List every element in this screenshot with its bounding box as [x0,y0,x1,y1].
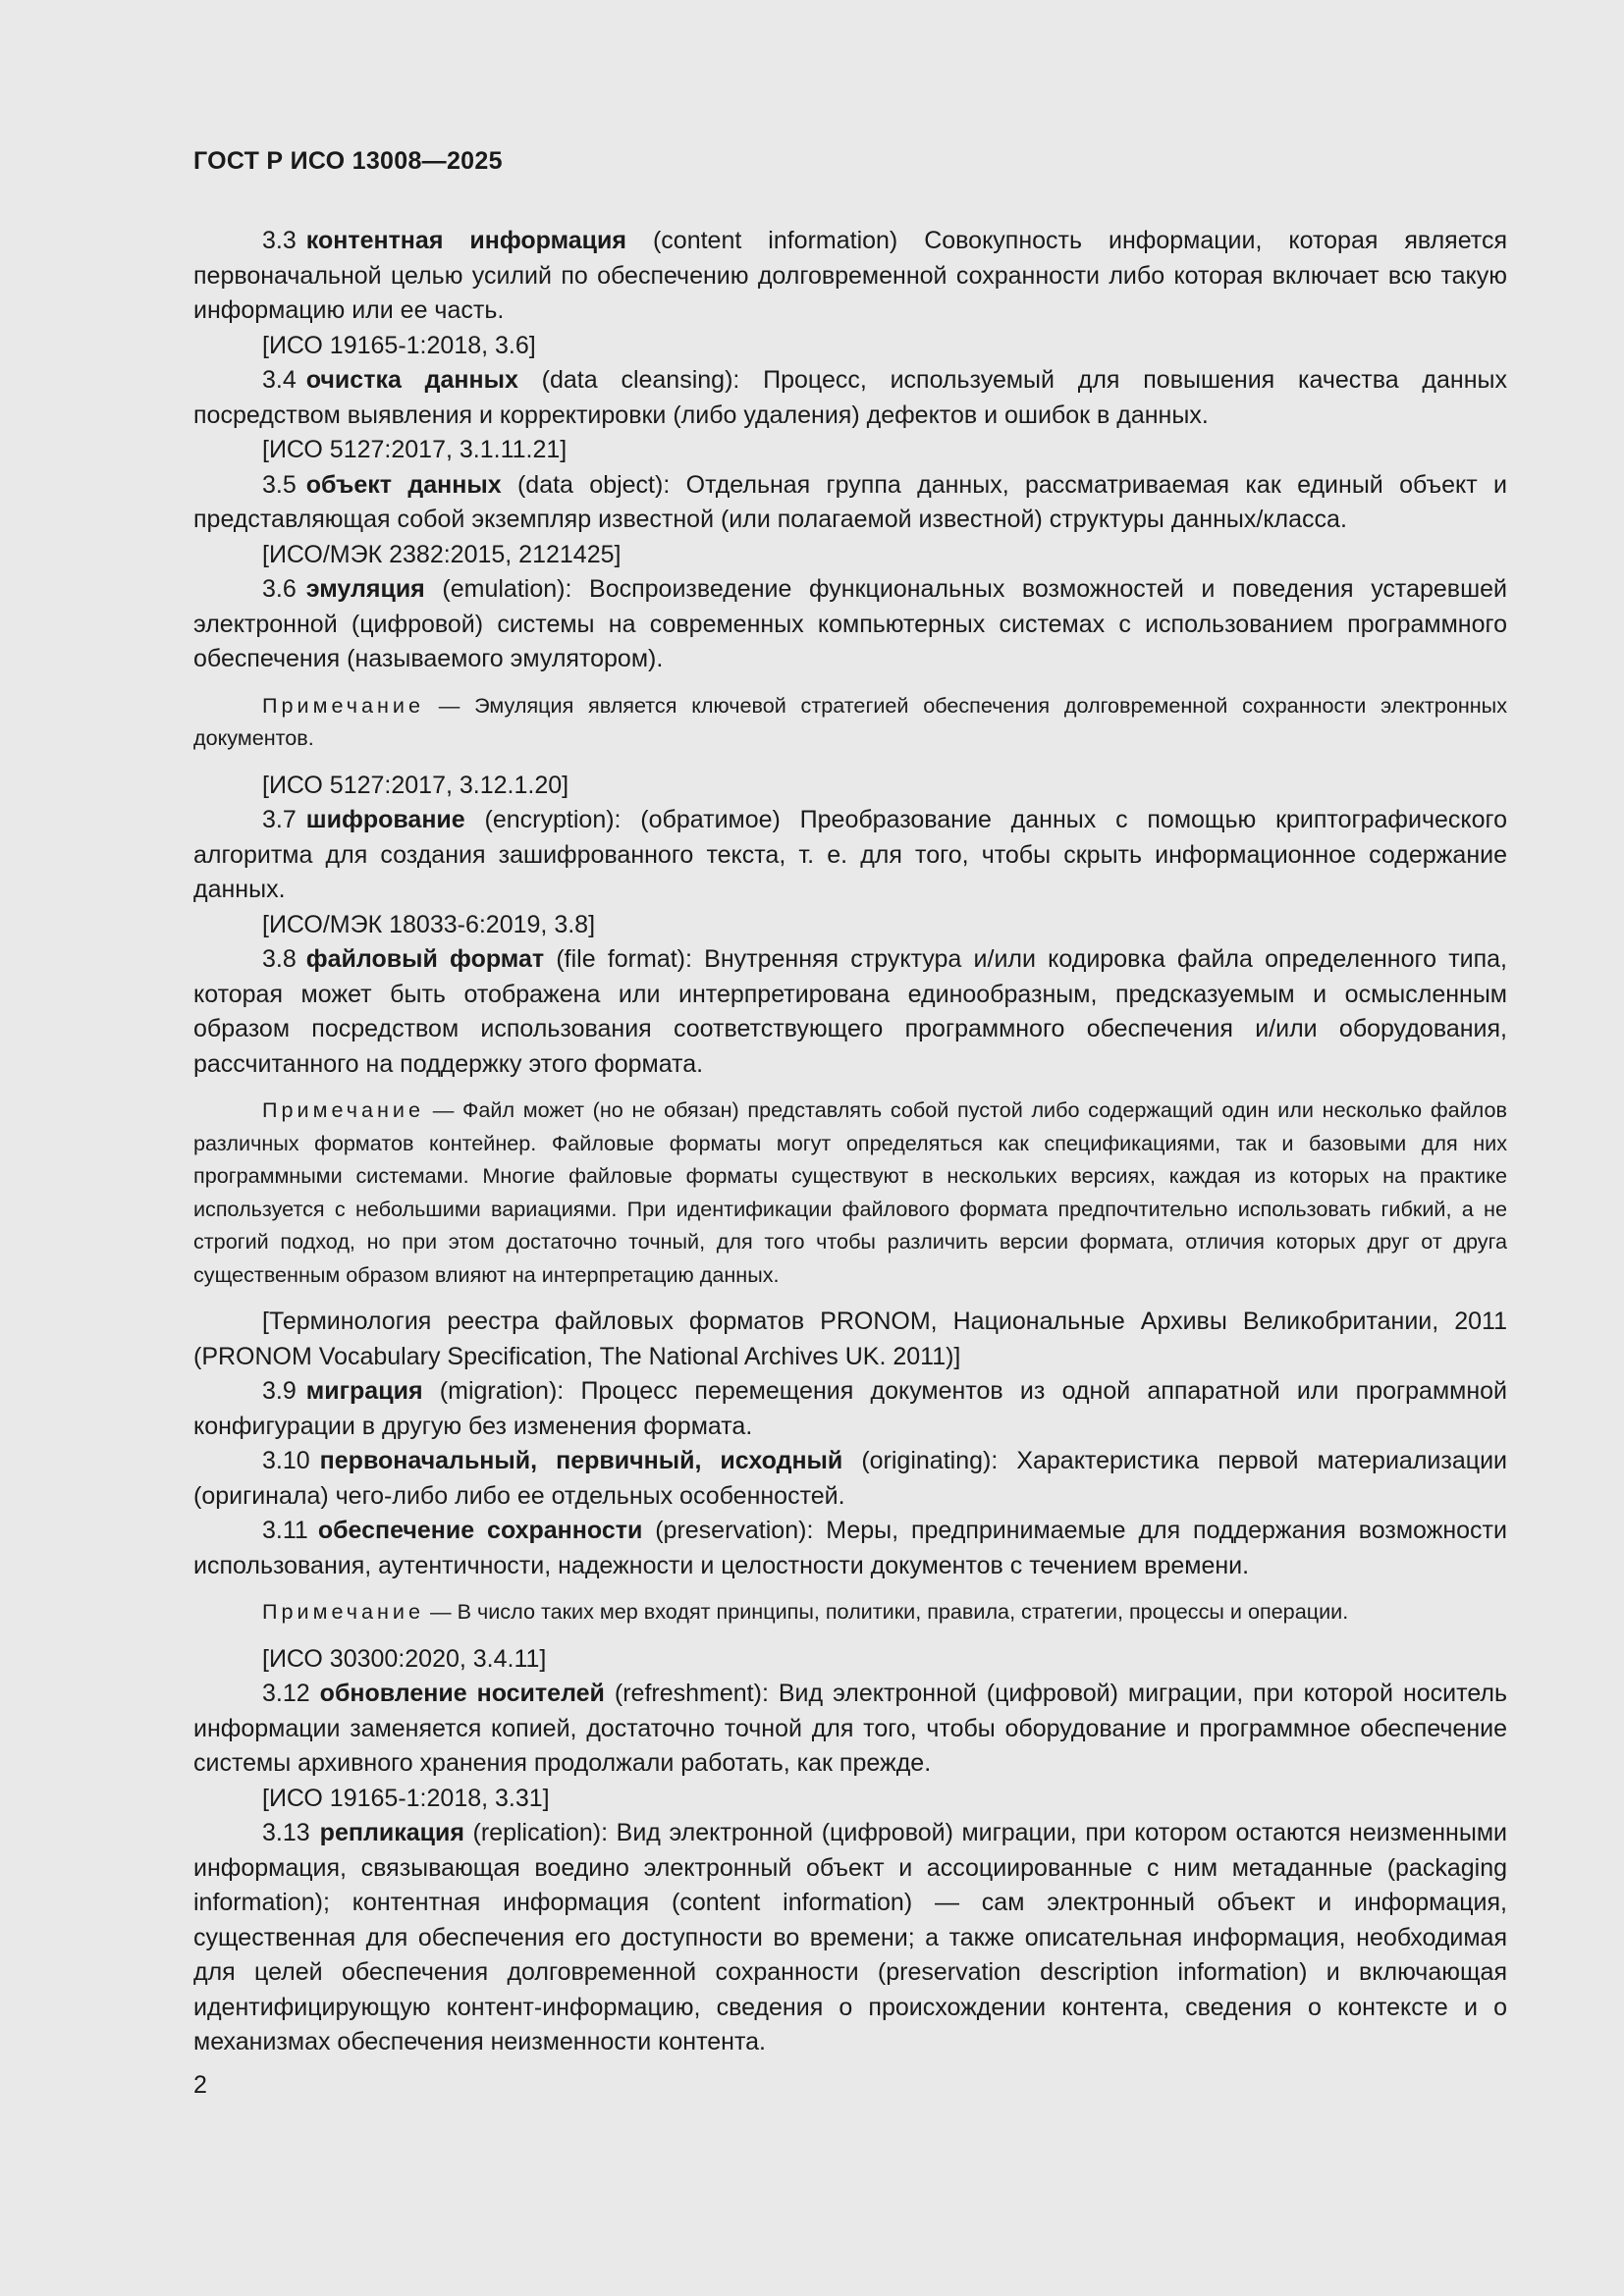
term-name: эмуляция [305,575,425,603]
term-number: 3.11 [262,1517,308,1544]
term-source: [ИСО/МЭК 18033-6:2019, 3.8] [262,910,596,938]
term-source: [ИСО 19165-1:2018, 3.31] [262,1784,550,1812]
term-definition: (migration): Процесс перемещения документов из одной аппаратной или программной конфигурации в другую без изменения формата. [193,1377,1508,1440]
term-number: 3.12 [262,1680,310,1707]
note-label: Примечание [262,692,424,718]
term-definition: (originating): Характеристика первой материализации (оригинала) чего-либо либо ее отдельных особенностей. [193,1447,1507,1510]
term-definition: (file format): Внутренняя структура и/или кодировка файла определенного типа, которая может быть отображена или интерпретирована единообразным, предсказуемым и осмысленным образом посредством использования соответствующего программного обеспечения и/или оборудования, рассчитанного на поддержку этого формата. [193,945,1507,1078]
term-number: 3.3 [262,227,297,254]
term-entry [193,1374,1507,1444]
term-definition: (emulation): Воспроизведение функциональных возможностей и поведения устаревшей электронной (цифровой) системы на современных компьютерных системах с использованием программного обеспечения (называемого эмулятором). [193,575,1508,672]
term-definition: (data cleansing): Процесс, используемый для повышения качества данных посредством выявления и корректировки (либо удаления) дефектов и ошибок в данных. [193,366,1507,429]
term-number: 3.13 [262,1819,310,1846]
term-entry [193,572,1507,677]
term-entry [193,1514,1507,1583]
term-number: 3.5 [262,470,297,499]
term-name: первоначальный, первичный, исходный [319,1447,843,1474]
term-source: [Терминология реестра файловых форматов PRONOM, Национальные Архивы Великобритании, 2011 (PRONOM Vocabulary Specification, The National Archives UK. 2011)] [193,1308,1507,1370]
term-number: 3.9 [262,1377,297,1405]
term-entry [193,1677,1507,1782]
term-entry [193,363,1507,433]
term-source: [ИСО 5127:2017, 3.1.11.21] [262,436,568,463]
note-text: — Эмуляция является ключевой стратегией обеспечения долговременной сохранности электронных документов. [193,692,1507,750]
term-number: 3.6 [262,575,297,603]
term-entry [193,1444,1507,1514]
term-name: файловый формат [305,945,545,973]
term-name: шифрование [305,806,465,833]
term-number: 3.10 [262,1447,310,1474]
term-name: объект данных [305,470,502,499]
term-source: [ИСО 5127:2017, 3.12.1.20] [262,771,569,799]
terms-section [193,224,1507,2060]
note-text: — Файл может (но не обязан) представлять собой пустой либо содержащий один или несколько файлов различных форматов контейнер. Файловые форматы могут определяться как спецификациями, так и базовыми для них программными системами. Многие файловые форматы существуют в нескольких версиях, каждая из которых на практике используется с небольшими вариациями. При идентификации файлового формата предпочтительно использовать гибкий, а не строгий подход, но при этом достаточно точный, для того чтобы различить версии формата, отличия которых друг от друга существенным образом влияют на интерпретацию данных. [193,1097,1507,1287]
note-label: Примечание [262,1599,424,1624]
term-name: контентная информация [305,227,626,254]
note-label: Примечание [262,1097,424,1122]
term-name: обновление носителей [319,1680,605,1707]
term-number: 3.8 [262,945,297,973]
term-definition: (replication): Вид электронной (цифровой) миграции, при котором остаются неизменными информация, связывающая воедино электронный объект и ассоциированные с ним метаданные (packaging information); контентная информация (content information) — сам электронный объект и информация, существенная для обеспечения его доступности во времени; а также описательная информация, необходимая для целей обеспечения долговременной сохранности (preservation description information) и включающая идентифицирующую контент-информацию, сведения о происхождении контента, сведения о контексте и о механизмах обеспечения неизменности контента. [193,1819,1507,2056]
term-entry [193,1816,1507,2060]
term-entry [193,468,1507,538]
term-name: репликация [319,1819,464,1846]
term-definition: (refreshment): Вид электронной (цифровой) миграции, при которой носитель информации заменяется копией, достаточно точной для того, чтобы оборудование и программное обеспечение системы архивного хранения продолжали работать, как прежде. [193,1680,1508,1777]
term-entry [193,224,1507,329]
term-name: очистка данных [305,366,518,394]
page-number: 2 [193,2071,207,2099]
term-number: 3.7 [262,806,297,833]
term-source: [ИСО 30300:2020, 3.4.11] [262,1644,547,1673]
term-definition: (content information) Совокупность информации, которая является первоначальной целью усилий по обеспечению долговременной сохранности либо которая включает всю такую информацию или ее часть. [193,227,1508,324]
term-note [193,1094,1507,1291]
term-definition: (preservation): Меры, предпринимаемые для поддержания возможности использования, аутентичности, надежности и целостности документов с течением времени. [193,1517,1507,1579]
term-source: [ИСО 19165-1:2018, 3.6] [262,331,536,359]
term-source: [ИСО/МЭК 2382:2015, 2121425] [262,540,622,568]
term-note [193,689,1507,755]
term-name: обеспечение сохранности [317,1517,643,1544]
term-definition: (encryption): (обратимое) Преобразование данных с помощью криптографического алгоритма для создания зашифрованного текста, т. е. для того, чтобы скрыть информационное содержание данных. [193,806,1507,903]
term-entry [193,803,1507,908]
document-header: ГОСТ Р ИСО 13008—2025 [193,147,503,175]
term-name: миграция [305,1377,423,1405]
note-text: — В число таких мер входят принципы, политики, правила, стратегии, процессы и операции. [424,1599,1349,1624]
term-note [193,1595,1507,1629]
term-number: 3.4 [262,366,297,394]
term-entry [193,942,1507,1082]
term-definition: (data object): Отдельная группа данных, рассматриваемая как единый объект и представляющая собой экземпляр известной (или полагаемой известной) структуры данных/класса. [193,470,1507,533]
